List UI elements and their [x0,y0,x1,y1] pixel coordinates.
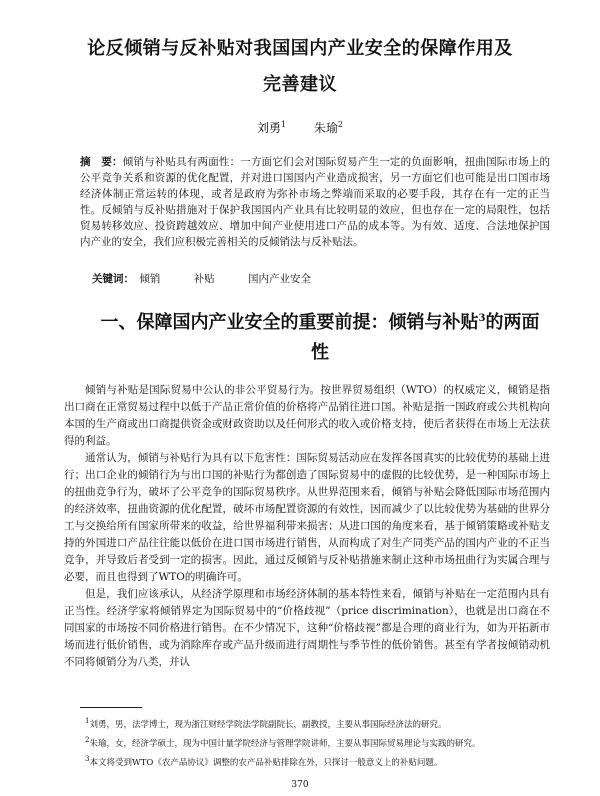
keyword-item: 补贴 [193,273,215,285]
author-1 [257,121,286,135]
abstract-label: 摘 要： [80,156,123,168]
body-paragraph: 但是，我们应该承认，从经济学原理和市场经济体制的基本特性来看，倾销与补贴在一定范围内具有正当性。经济学家将倾销界定为国际贸易中的“价格歧视”（price discrimination），也就是出口商在不同国家的市场按不同价格进行销售。在不少情况下，这种“价格歧视”都是合理的商业行为，如为开拓新市场而进行低价销售，或为消除库存或产品升级而进行周期性与季节性的低价销售。甚至有学者按倾销动机不同将倾销分为八类，并认 [64,588,550,668]
keywords-label: 关键词： [92,273,134,285]
author-1-sup: 1 [280,120,287,129]
footnote-text: 刘勇，男，法学博士，现为浙江财经学院法学院副院长，副教授，主要从事国际经济法的研究。 [89,719,447,730]
author-2 [314,121,343,135]
footnote-text: 朱瑜，女，经济学硕士，现为中国计量学院经济与管理学院讲师，主要从事国际贸易理论与实践的研究。 [89,738,481,749]
section-heading-line-1 [90,314,550,332]
section-heading-text: 一、保障国内产业安全的重要前提：倾销与补贴 [100,312,479,333]
paper-title-line-2: 完善建议 [263,74,337,95]
footnote-mark: 3 [85,754,90,763]
abstract [80,154,550,250]
keyword-item: 倾销 [139,273,161,285]
footnote-text: 本文将受到WTO《农产品协议》调整的农产品补贴排除在外，只探讨一般意义上的补贴问题。 [89,757,443,768]
body-paragraph: 通常认为，倾销与补贴行为具有以下危害性：国际贸易活动应在发挥各国真实的比较优势的基础上进行；出口企业的倾销行为与出口国的补贴行为都创造了国际贸易中的虚假的比较优势，是一种国际市场上的扭曲竞争行为，破坏了公平竞争的国际贸易秩序。从世界范围来看，倾销与补贴会降低国际市场范围内的经济效率，扭曲资源的优化配置，破坏市场配置资源的有效性，因而减少了以比较优势为基础的世界分工与交换给所有国家所带来的收益，给世界福利带来损害；从进口国的角度来看，基于倾销策略或补贴支持的外国进口产品往往能以低价在进口国市场进行销售，从而构成了对生产同类产品的国内产业的不正当竞争，并导致后者受到一定的损害。因此，通过反倾销与反补贴措施来制止这种市场扭曲行为实属合理与必要，而且也得到了WTO的明确许可。 [64,452,550,583]
paper-title-line-1: 论反倾销与反补贴对我国国内产业安全的保障作用及 [87,38,513,59]
author-2-sup: 2 [337,120,344,129]
footnote-divider [80,707,142,708]
author-2-name: 朱瑜 [313,121,338,135]
keyword-item: 国内产业安全 [248,273,312,285]
page-number: 370 [291,780,309,790]
section-heading-line-2: 性 [311,342,329,363]
footnote [64,733,550,752]
section-heading-footnote-mark: 3 [478,313,486,324]
body-paragraph: 倾销与补贴是国际贸易中公认的非公平贸易行为。按世界贸易组织（WTO）的权威定义，倾销是指出口商在正常贸易过程中以低于产品正常价值的价格将产品销往进口国。补贴是指一国政府或公共机构向本国的生产商或出口商提供资金或财政资助以及任何形式的收入或价格支持，使后者获得在市场上无法获得的利益。 [64,384,550,447]
author-list [0,119,600,136]
body-text [64,382,550,671]
footnote-mark: 2 [85,735,90,744]
footnote-mark: 1 [85,717,90,725]
abstract-text: 倾销与补贴具有两面性：一方面它们会对国际贸易产生一定的负面影响，扭曲国际市场上的公平竞争关系和资源的优化配置，并对进口国国内产业造成损害，另一方面它们也可能是出口国市场经济体制正常运转的体现，或者是政府为弥补市场之弊端而采取的必要手段，其存在有一定的正当性。反倾销与反补贴措施对于保护我国国内产业具有比较明显的效应，但也存在一定的局限性，包括贸易转移效应、投资跨越效应、增加中间产业使用进口产品的成本等。为有效、适度、合法地保护国内产业的安全，我们应积极完善相关的反倾销法与反补贴法。 [80,156,551,248]
author-1-name: 刘勇 [256,121,281,135]
keywords [92,271,311,286]
section-heading-text-end: 的两面 [485,312,540,333]
footnote [64,752,550,771]
footnote [64,714,550,733]
footnotes [64,714,550,770]
